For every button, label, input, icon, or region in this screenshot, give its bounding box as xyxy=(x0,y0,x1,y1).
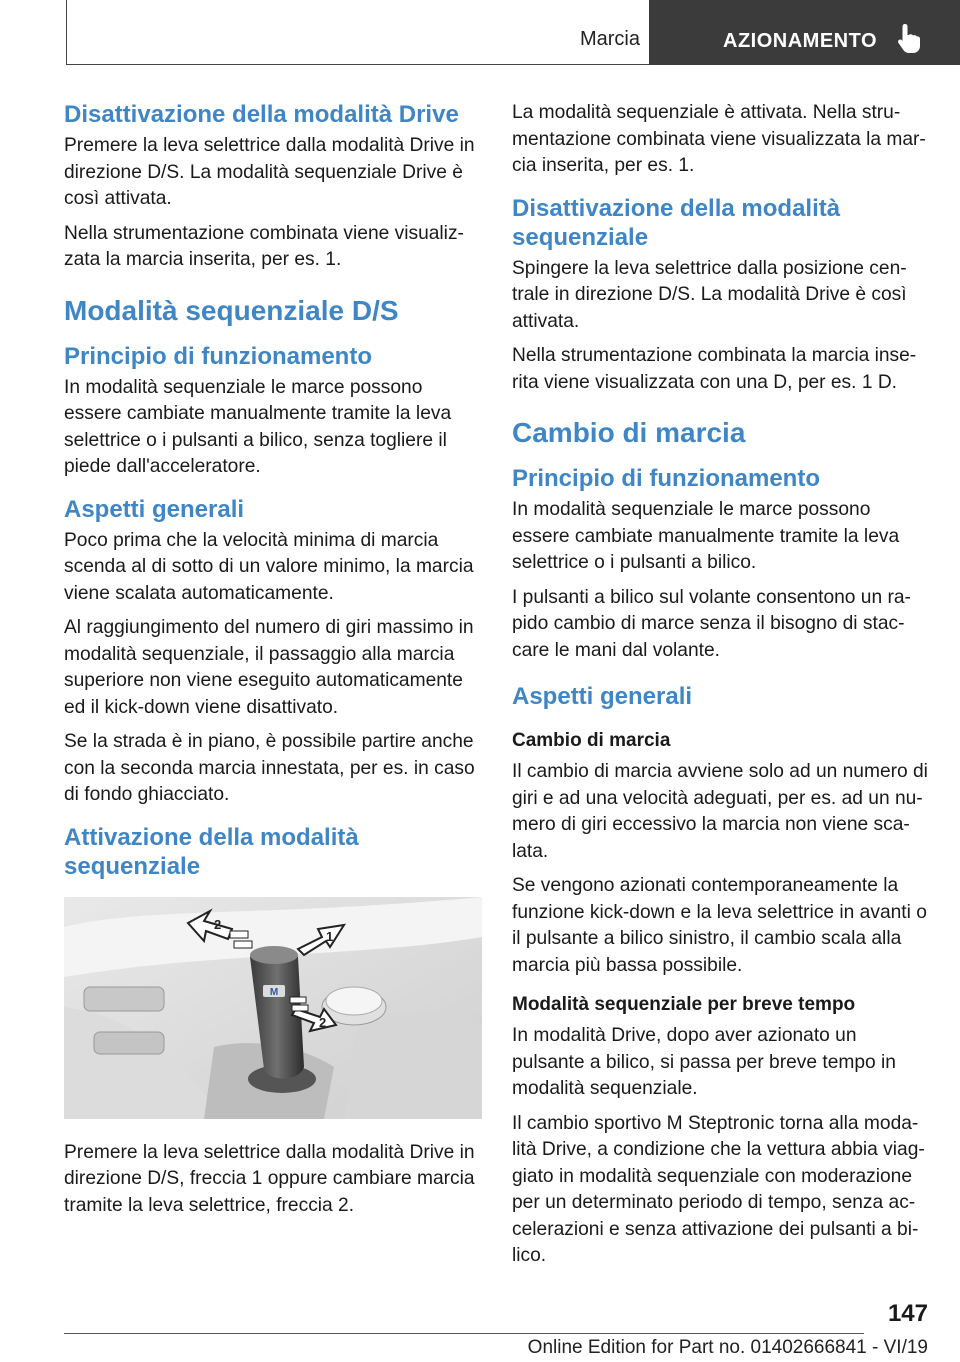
paragraph: In modalità sequenziale le marce possono essere cambiate manualmente tramite la leva selettrice o i pulsanti a bilico, senza togliere il piede dall'acceleratore. xyxy=(64,376,452,477)
header-rule-left xyxy=(66,0,67,64)
paragraph: Al raggiungimento del numero di giri massimo in modalità sequenziale, il passaggio alla marcia superiore non viene eseguito automaticamente ed il kick-down viene disattivato. xyxy=(64,617,474,718)
subheading-gear-change: Cambio di marcia xyxy=(512,730,671,751)
pointing-hand-icon xyxy=(895,22,923,54)
heading-principle: Principio di funzionamento xyxy=(512,465,820,492)
subheading-short-sequential: Modalità sequenziale per breve tempo xyxy=(512,994,856,1015)
footer-rule xyxy=(64,1333,864,1334)
paragraph: In modalità sequenziale le marce possono essere cambiate manualmente tramite la leva selettrice o i pulsanti a bilico. xyxy=(512,499,900,573)
heading-sequential-mode: Modalità sequenziale D/S xyxy=(64,294,399,326)
paragraph: Se la strada è in piano, è possibile partire anche con la seconda marcia innestata, per es. in caso di fondo ghiacciato. xyxy=(64,731,475,805)
paragraph: La modalità sequenziale è attivata. Nella strumentazione combinata viene visualizzata la marcia inserita, per es. 1. xyxy=(512,102,926,176)
paragraph: Se vengono azionati contemporaneamente la funzione kick-down e la leva selettrice in avanti o il pulsante a bilico sinistro, il cambio scala alla marcia più bassa possibile. xyxy=(512,875,927,976)
footer-edition: Online Edition for Part no. 01402666841 - VI/19 xyxy=(527,1337,928,1358)
header-rule-bottom xyxy=(66,64,649,65)
heading-general-aspects: Aspetti generali xyxy=(512,683,693,710)
paragraph: Nella strumentazione combinata la marcia inserita viene visualizzata con una D, per es. 1 D. xyxy=(512,345,917,393)
gear-selector-illustration xyxy=(64,897,482,1119)
paragraph: In modalità Drive, dopo aver azionato un pulsante a bilico, si passa per breve tempo in modalità sequenziale. xyxy=(512,1025,896,1099)
paragraph: Premere la leva selettrice dalla modalità Drive in direzione D/S. La modalità sequenziale Drive è così attivata. xyxy=(64,135,475,209)
header-section-title: Marcia xyxy=(579,28,640,50)
paragraph: I pulsanti a bilico sul volante consentono un rapido cambio di marce senza il bisogno di staccare le mani dal volante. xyxy=(512,586,911,661)
lever-badge-label: M xyxy=(269,986,279,998)
left-column xyxy=(64,100,482,1227)
arrow-2-top-label: 2 xyxy=(214,916,222,932)
header-chapter-label: AZIONAMENTO xyxy=(723,30,878,52)
arrow-2-bottom-label: 2 xyxy=(319,1014,327,1030)
heading-gear-change: Cambio di marcia xyxy=(512,417,746,448)
heading-drive-deactivation: Disattivazione della modalità Drive xyxy=(64,101,459,128)
figure-caption: Premere la leva selettrice dalla modalità Drive in direzione D/S, freccia 1 oppure cambiare marcia tramite la leva selettrice, freccia 2. xyxy=(64,1141,475,1216)
page-number: 147 xyxy=(887,1300,928,1327)
paragraph: Poco prima che la velocità minima di marcia scenda al di sotto di un valore minimo, la marcia viene scalata automaticamente. xyxy=(64,529,474,604)
header-chapter-tab xyxy=(649,0,960,65)
heading-sequential-activation: Attivazione della modalità sequenziale xyxy=(64,823,359,880)
paragraph: Il cambio sportivo M Steptronic torna alla modalità Drive, a condizione che la vettura abbia viaggiato in modalità sequenziale con moderazione per un determinato periodo di tempo, senza accelerazioni e senza attivazione dei pulsanti a bilico. xyxy=(512,1112,925,1266)
paragraph: Il cambio di marcia avviene solo ad un numero di giri e ad una velocità adeguati, per es. ad un numero di giri eccessivo la marcia non viene scalata. xyxy=(512,761,928,862)
paragraph: Spingere la leva selettrice dalla posizione centrale in direzione D/S. La modalità Drive è così attivata. xyxy=(512,257,907,332)
heading-principle: Principio di funzionamento xyxy=(64,342,372,370)
heading-general-aspects: Aspetti generali xyxy=(64,495,245,523)
arrow-1-label: 1 xyxy=(326,928,334,944)
right-column xyxy=(512,100,928,1278)
heading-sequential-deactivation: Disattivazione della modalità sequenziale xyxy=(512,194,841,251)
paragraph: Nella strumentazione combinata viene visualizzata la marcia inserita, per es. 1. xyxy=(64,222,464,270)
